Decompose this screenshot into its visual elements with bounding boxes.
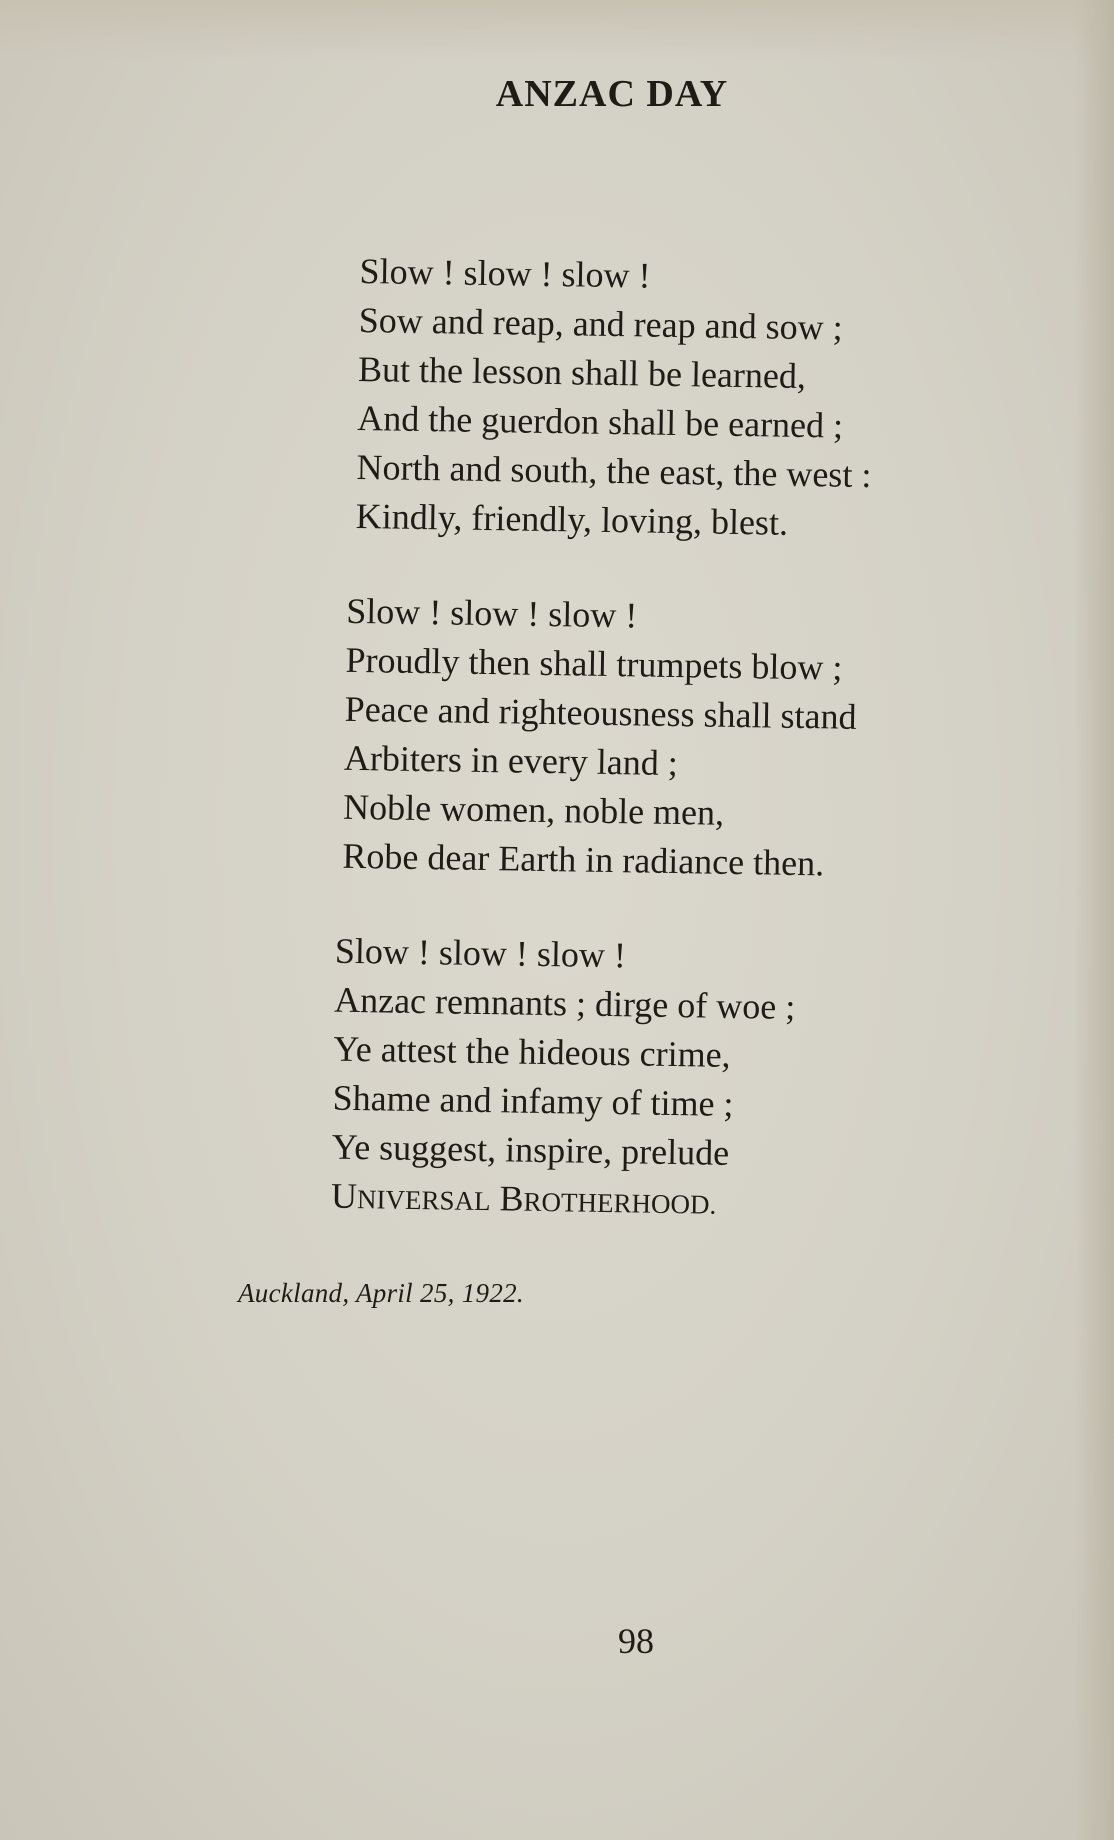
verse-line: North and south, the east, the west :: [356, 446, 872, 496]
verse-line: Kindly, friendly, loving, blest.: [355, 495, 789, 543]
verse-line: Anzac remnants ; dirge of woe ;: [333, 979, 796, 1027]
stanza-2: [342, 587, 869, 889]
verse-line: Arbiters in every land ;: [343, 737, 679, 784]
verse-line: Shame and infamy of time ;: [332, 1077, 734, 1124]
verse-line: Ye attest the hideous crime,: [333, 1028, 731, 1075]
verse-line: Robe dear Earth in radiance then.: [342, 835, 825, 884]
verse-line: Slow ! slow ! slow !: [334, 930, 627, 976]
small-caps-initial: B: [499, 1178, 524, 1219]
verse-line: Sow and reap, and reap and sow ;: [358, 299, 843, 348]
place-date-line: Auckland, April 25, 1922.: [238, 1278, 524, 1308]
stanza-1: [355, 247, 874, 549]
verse-line: Ye suggest, inspire, prelude: [331, 1126, 730, 1173]
small-caps-initial: U: [330, 1175, 358, 1217]
verse-line: Proudly then shall trumpets blow ;: [345, 639, 843, 688]
verse-line: Noble women, noble men,: [342, 786, 725, 833]
verse-line: Slow ! slow ! slow !: [359, 250, 651, 296]
small-caps-rest: NIVERSAL: [356, 1184, 491, 1217]
verse-line: Peace and righteousness shall stand: [344, 688, 857, 737]
verse-line: And the guerdon shall be earned ;: [356, 397, 844, 446]
verse-line: Slow ! slow ! slow !: [345, 590, 638, 636]
poem-title: ANZAC DAY: [495, 73, 729, 115]
verse-line: But the lesson shall be learned,: [357, 348, 807, 397]
stanza-3: [331, 927, 865, 1232]
page-number: 98: [618, 1621, 654, 1661]
closing-line-small-caps: [331, 1172, 861, 1232]
poem-body: [330, 247, 875, 1278]
small-caps-rest: ROTHERHOOD.: [523, 1186, 717, 1220]
